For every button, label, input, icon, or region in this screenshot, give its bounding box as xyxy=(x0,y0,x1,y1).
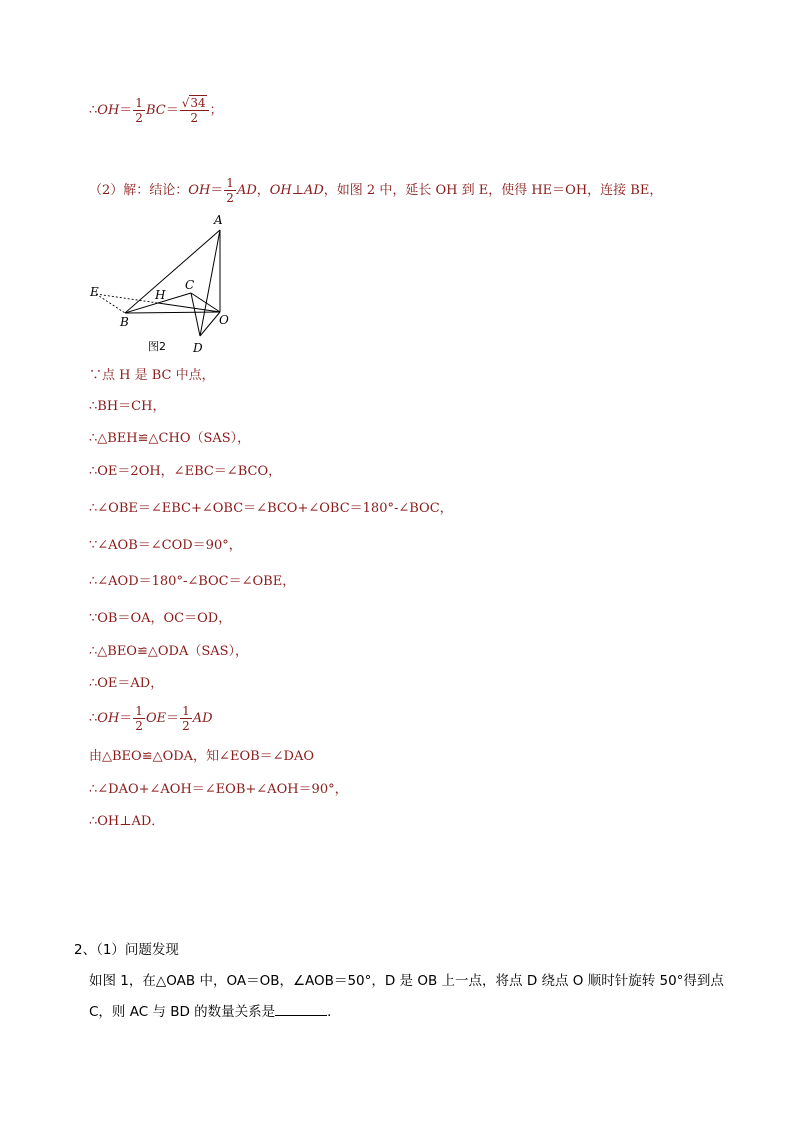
segment-o-d xyxy=(200,312,220,336)
segment-oh: OH xyxy=(97,103,120,118)
fraction-sqrt34-over-2: $\frac{√34}{2}$ xyxy=(180,96,209,125)
part2-intro-line: （2）解：结论：OH＝ $\frac{1}{2}$ AD，OH⊥AD，如图 2 中，延长 OH 到 E，使得 HE＝OH，连接 BE， xyxy=(89,176,663,205)
equals-sign: ＝ xyxy=(165,103,179,118)
oh-equals-half-bc-line: ∴OH＝ $\frac{1}{2}$ BC＝ $\frac{√34}{2}$ ； xyxy=(89,96,223,125)
label-d: D xyxy=(193,341,203,355)
segment-e-b-dotted xyxy=(96,294,125,313)
proof-conclusion: ∴OH⊥AD． xyxy=(89,814,165,829)
label-a: A xyxy=(214,213,223,227)
figure-caption: 图2 xyxy=(148,340,166,353)
therefore-symbol: ∴ xyxy=(89,103,98,118)
question-2-heading: 2、（1）问题发现 xyxy=(74,942,179,958)
segment-h-o xyxy=(158,303,220,312)
label-h: H xyxy=(155,288,166,302)
proof-step: ∵OB＝OA，OC＝OD， xyxy=(89,611,232,626)
fraction-one-half: $\frac{1}{2}$ xyxy=(135,704,143,733)
proof-step: ∴△BEO≌△ODA（SAS）， xyxy=(89,644,249,659)
label-c: C xyxy=(185,278,195,292)
proof-step: ∴∠DAO+∠AOH＝∠EOB+∠AOH＝90°， xyxy=(89,782,348,797)
fraction-one-half: $\frac{1}{2}$ xyxy=(135,96,143,125)
oh-half-oe-line: ∴OH＝ $\frac{1}{2}$ OE＝ $\frac{1}{2}$ AD xyxy=(89,704,213,733)
proof-step: ∴OE＝2OH，∠EBC＝∠BCO， xyxy=(89,464,282,479)
label-b: B xyxy=(120,315,129,329)
geometry-figure-2 xyxy=(88,208,238,360)
proof-step: ∴△BEH≌△CHO（SAS）， xyxy=(89,431,251,446)
segment-c-d xyxy=(191,293,200,336)
segment-a-d xyxy=(200,230,220,336)
question-2-line-1: 如图 1，在△OAB 中，OA＝OB，∠AOB＝50°，D 是 OB 上一点，将点 D 绕点 O 顺时针旋转 50°得到点 xyxy=(89,973,724,989)
segment-e-h-dotted xyxy=(96,294,158,303)
proof-step: ∴∠OBE＝∠EBC+∠OBC＝∠BCO+∠OBC＝180°-∠BOC， xyxy=(89,501,453,516)
answer-blank[interactable] xyxy=(275,1003,327,1016)
label-e: E xyxy=(90,285,99,299)
proof-step: ∵∠AOB＝∠COD＝90°， xyxy=(89,538,242,553)
equals-sign: ＝ xyxy=(119,103,133,118)
question-2-line-2: C，则 AC 与 BD 的数量关系是 ． xyxy=(89,1004,341,1020)
proof-step: ∴BH＝CH， xyxy=(89,399,166,414)
fraction-one-half: $\frac{1}{2}$ xyxy=(182,704,190,733)
segment-b-a xyxy=(125,230,220,313)
segment-bc: BC xyxy=(145,103,166,118)
proof-step: ∴OE＝AD， xyxy=(89,676,164,691)
proof-step: ∴∠AOD＝180°-∠BOC＝∠OBE， xyxy=(89,574,296,589)
fraction-one-half: $\frac{1}{2}$ xyxy=(226,176,234,205)
proof-step: ∵点 H 是 BC 中点， xyxy=(89,368,215,383)
proof-step: 由△BEO≌△ODA，知∠EOB＝∠DAO xyxy=(89,749,315,764)
label-o: O xyxy=(219,313,229,327)
segment-b-o xyxy=(125,312,220,313)
